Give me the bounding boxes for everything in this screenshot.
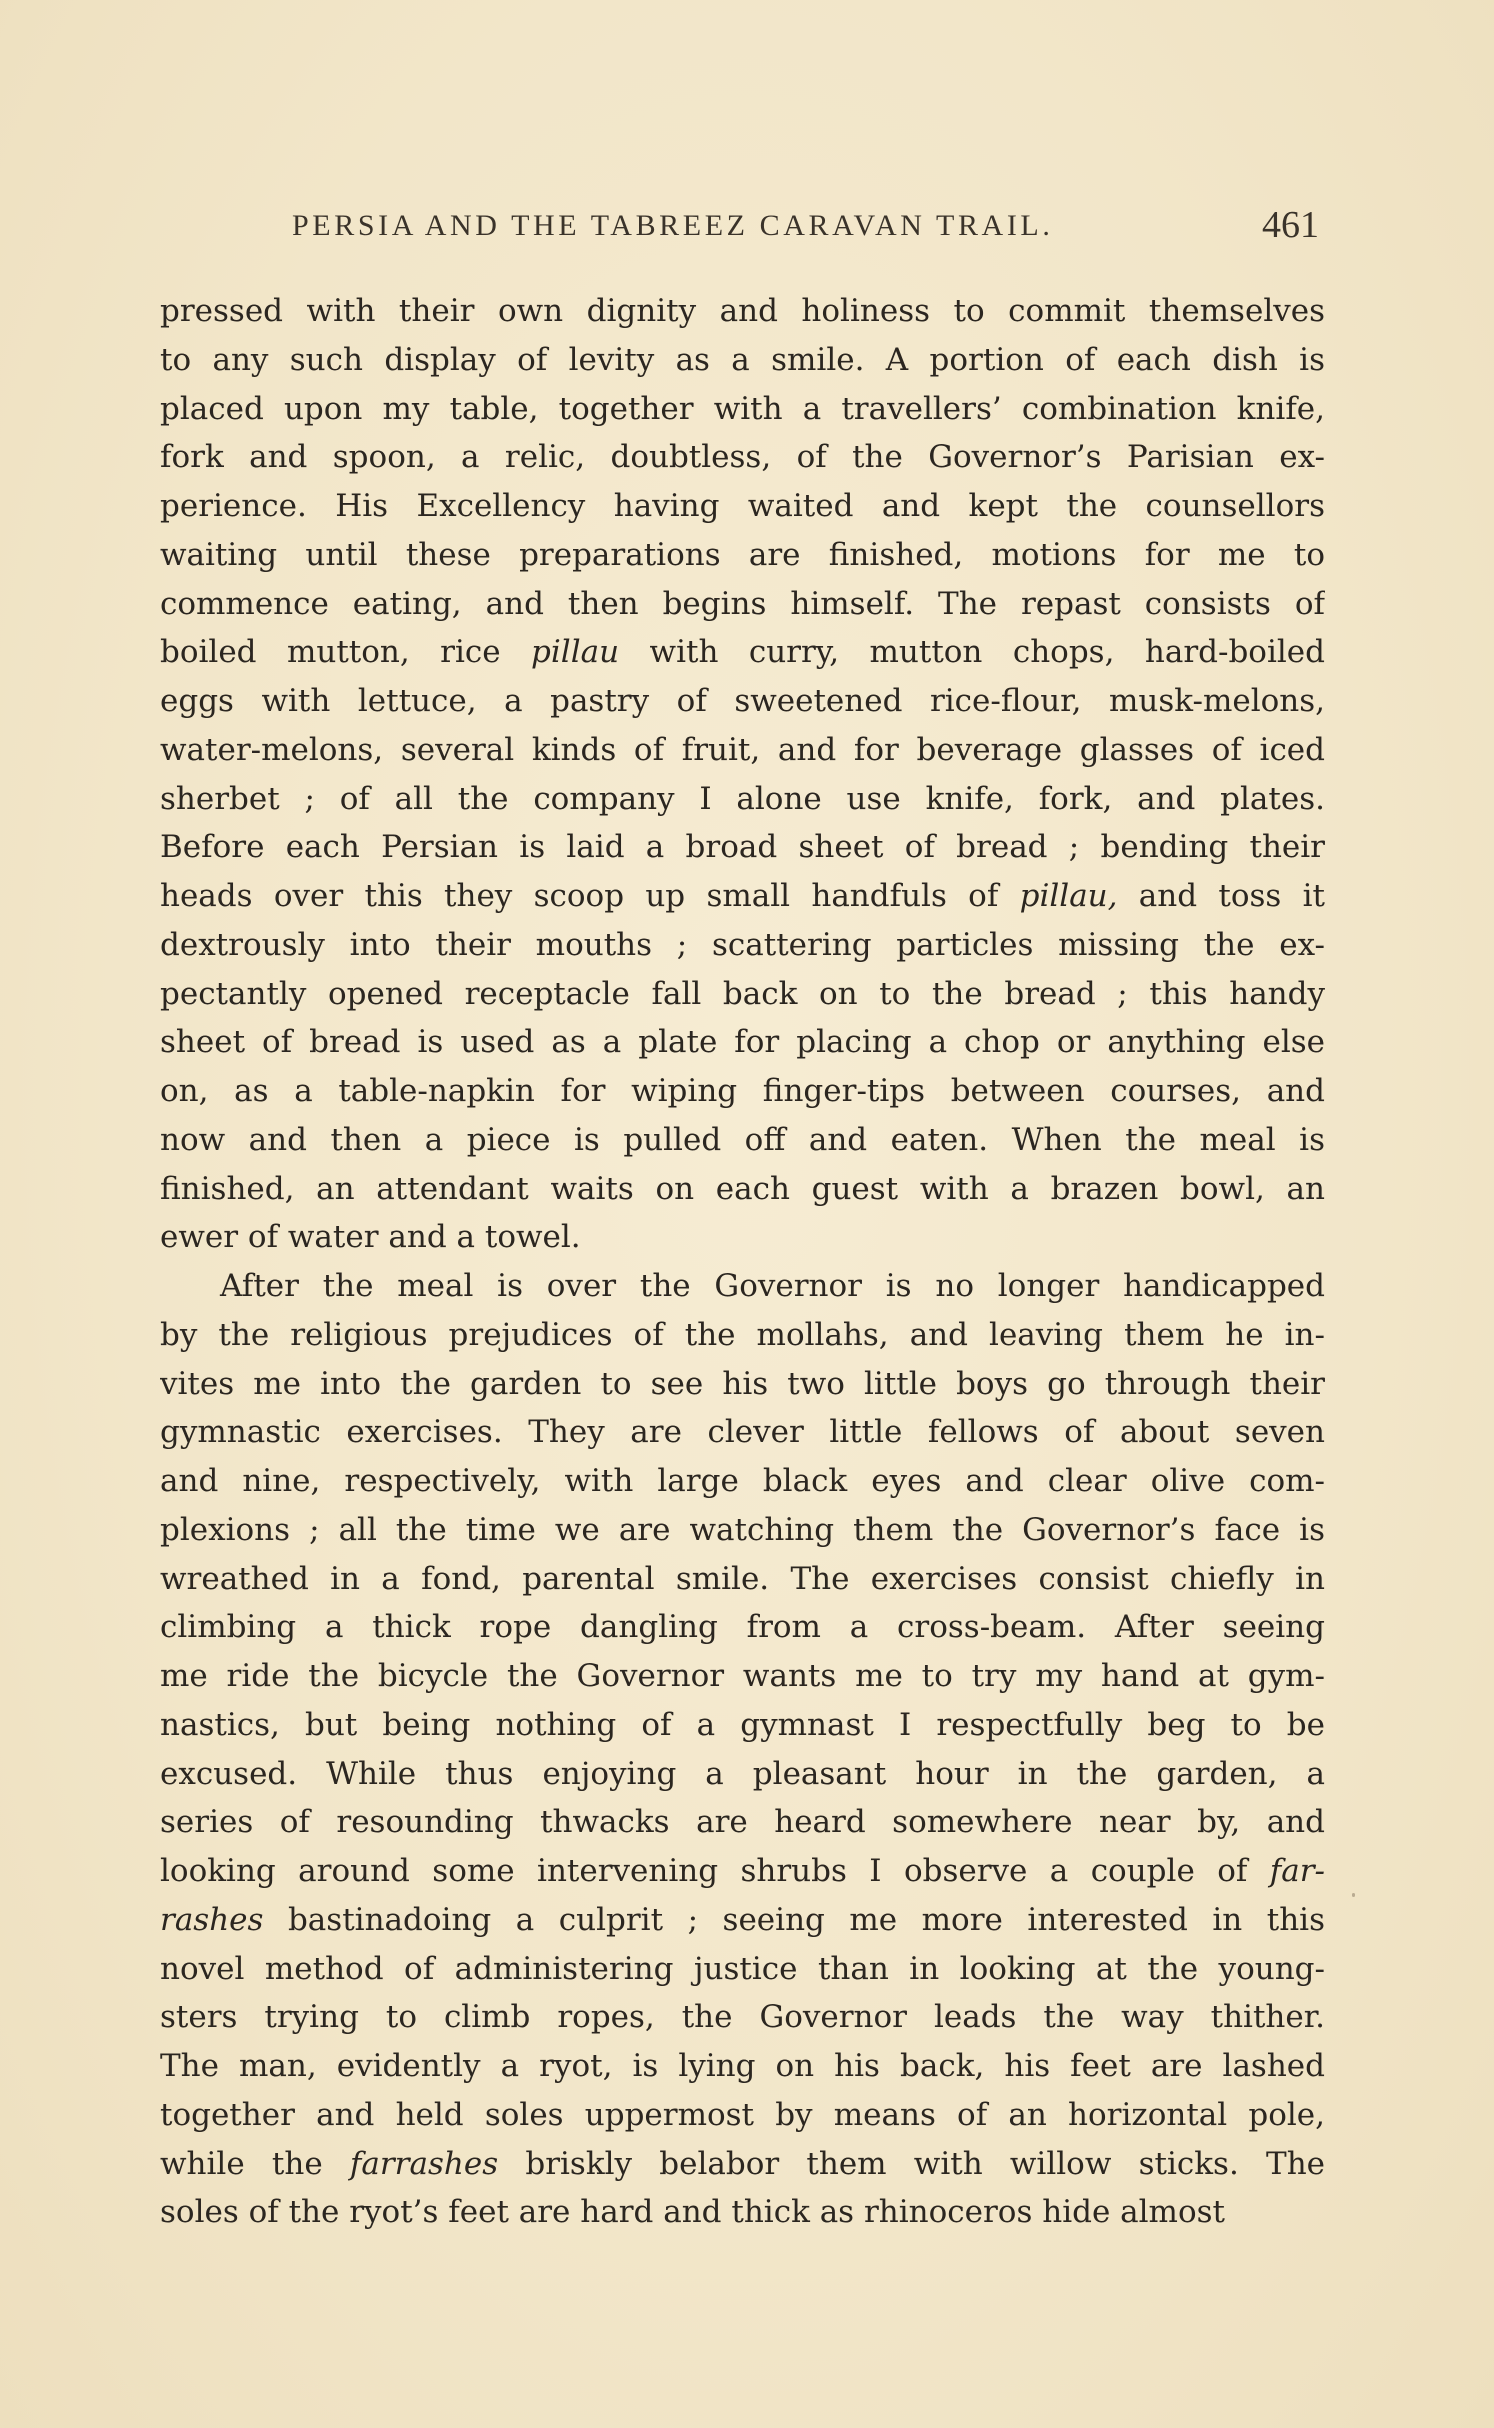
italic-word: farrashes: [349, 2145, 499, 2182]
text-line: nastics, but being nothing of a gymnast I respectfully beg to be: [160, 1706, 1325, 1743]
italic-word: rashes: [160, 1901, 264, 1938]
paper-speck: [1352, 1893, 1355, 1897]
text-run: with curry, mutton chops, hard-boiled: [619, 634, 1325, 671]
text-line: [160, 872, 1325, 921]
text-line: and nine, respectively, with large black eyes and clear olive com-: [160, 1463, 1325, 1499]
text-line: sherbet ; of all the company I alone use knife, fork, and plates.: [160, 780, 1325, 817]
text-line: now and then a piece is pulled off and eaten. When the meal is: [160, 1121, 1325, 1158]
italic-word: far-: [1269, 1853, 1325, 1889]
text-line: to any such display of levity as a smile. A portion of each dish is: [160, 341, 1325, 378]
text-line: plexions ; all the time we are watching them the Governor’s face is: [160, 1511, 1325, 1548]
page-number: 461: [1262, 204, 1319, 246]
text-line: soles of the ryot’s feet are hard and thick as rhinoceros hide almost: [160, 2194, 1225, 2231]
text-run: boiled mutton, rice: [160, 634, 532, 671]
text-line: climbing a thick rope dangling from a cross-beam. After seeing: [160, 1609, 1325, 1646]
text-line: After the meal is over the Governor is no longer handicapped: [220, 1268, 1325, 1304]
paragraphs: [160, 287, 1325, 2237]
text-line: [160, 1896, 1325, 1945]
italic-word: pillau,: [1019, 878, 1118, 914]
text-run: while the: [160, 2145, 350, 2182]
text-line: finished, an attendant waits on each guest with a brazen bowl, an: [160, 1170, 1325, 1207]
text-line: [160, 1847, 1325, 1896]
text-line: on, as a table-napkin for wiping finger-tips between courses, and: [160, 1073, 1325, 1109]
text-line: waiting until these preparations are finished, motions for me to: [160, 536, 1325, 573]
italic-word: pillau: [531, 634, 620, 671]
text-line: vites me into the garden to see his two little boys go through their: [160, 1365, 1325, 1402]
text-line: excused. While thus enjoying a pleasant hour in the garden, a: [160, 1755, 1325, 1792]
text-run: bastinadoing a culprit ; seeing me more interested in this: [263, 1901, 1325, 1938]
text-run: looking around some intervening shrubs I observe a couple of: [160, 1853, 1270, 1889]
text-line: together and held soles uppermost by means of an horizontal pole,: [160, 2096, 1325, 2133]
text-line: eggs with lettuce, a pastry of sweetened rice-flour, musk-melons,: [160, 683, 1325, 719]
text-line: sters trying to climb ropes, the Governor leads the way thither.: [160, 1999, 1325, 2036]
text-line: Before each Persian is laid a broad sheet of bread ; bending their: [160, 829, 1325, 866]
text-line: me ride the bicycle the Governor wants me to try my hand at gym-: [160, 1658, 1325, 1694]
text-line: gymnastic exercises. They are clever little fellows of about seven: [160, 1414, 1325, 1451]
running-title: PERSIA AND THE TABREEZ CARAVAN TRAIL.: [292, 209, 1054, 242]
text-line: by the religious prejudices of the mollahs, and leaving them he in-: [160, 1316, 1325, 1353]
paragraph: [160, 1262, 1325, 2237]
text-line: pressed with their own dignity and holiness to commit themselves: [160, 293, 1325, 329]
text-line: series of resounding thwacks are heard somewhere near by, and: [160, 1804, 1325, 1841]
text-line: placed upon my table, together with a travellers’ combination knife,: [160, 390, 1325, 427]
text-line: pectantly opened receptacle fall back on to the bread ; this handy: [160, 975, 1325, 1012]
text-line: [160, 2140, 1325, 2189]
text-line: sheet of bread is used as a plate for placing a chop or anything else: [160, 1024, 1325, 1061]
text-line: wreathed in a fond, parental smile. The exercises consist chiefly in: [160, 1560, 1325, 1597]
text-line: fork and spoon, a relic, doubtless, of the Governor’s Parisian ex-: [160, 439, 1325, 476]
text-line: novel method of administering justice than in looking at the young-: [160, 1950, 1325, 1987]
text-line: water-melons, several kinds of fruit, and for beverage glasses of iced: [160, 731, 1325, 768]
body-text: [160, 287, 1325, 2237]
text-line: dextrously into their mouths ; scattering particles missing the ex-: [160, 926, 1325, 963]
text-line: ewer of water and a towel.: [160, 1219, 581, 1256]
text-line: The man, evidently a ryot, is lying on his back, his feet are lashed: [160, 2048, 1325, 2084]
paragraph: [160, 287, 1325, 1262]
text-line: [160, 628, 1325, 677]
text-line: perience. His Excellency having waited and kept the counsellors: [160, 488, 1325, 524]
text-run: briskly belabor them with willow sticks. The: [498, 2145, 1325, 2182]
text-run: and toss it: [1117, 878, 1325, 914]
text-line: commence eating, and then begins himself. The repast consists of: [160, 585, 1325, 622]
running-head: [160, 205, 1325, 255]
text-run: heads over this they scoop up small handfuls of: [160, 878, 1020, 914]
